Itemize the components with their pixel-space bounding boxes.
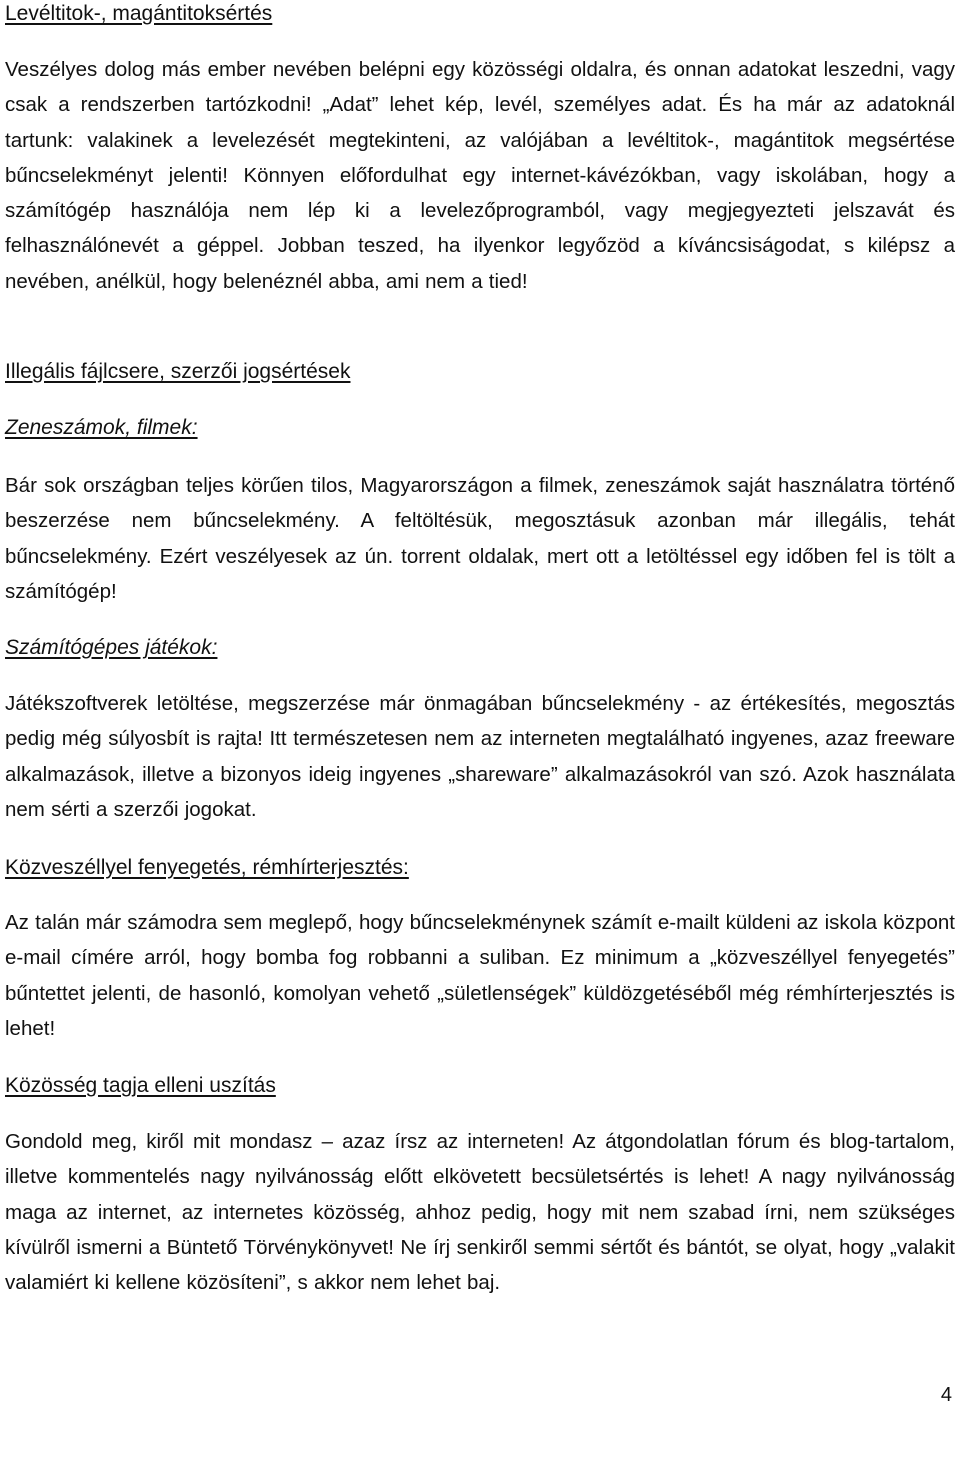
subheading-music-films: Zeneszámok, filmek: [5, 416, 198, 439]
subheading-computer-games: Számítógépes játékok: [5, 636, 218, 659]
paragraph-incitement: Gondold meg, kiről mit mondasz – azaz írsz az interneten! Az átgondolatlan fórum és blog-tartalom, illetve kommentelés nagy nyilvánosság előtt elkövetett becsületsértés is lehet! A nagy nyilvánosság maga az internet, az internetes közösség, ahhoz pedig, hogy mit nem szabad írni, nem szükséges kívülről ismerni a Büntető Törvénykönyvet! Ne írj senkiről semmi sértőt és bántót, se olyat, hogy „valakit valamiért ki kellene közösíteni”, s akkor nem lehet baj. [5, 1130, 955, 1295]
page-number: 4 [940, 1384, 952, 1406]
section-heading-incitement: Közösség tagja elleni uszítás [5, 1074, 276, 1097]
section-heading-public-threat: Közveszéllyel fenyegetés, rémhírterjesztés: [5, 856, 409, 879]
paragraph-public-threat: Az talán már számodra sem meglepő, hogy bűncselekménynek számít e-mailt küldeni az iskola központ e-mail címére arról, hogy bomba fog robbanni a suliban. Ez minimum a „közveszéllyel fenyegetés” bűntettet jelenti, de hasonló, komolyan vehető „sületlenségek” küldözgetéséből még rémhírterjesztés is lehet! [5, 911, 955, 1040]
paragraph-music-films: Bár sok országban teljes körűen tilos, Magyarországon a filmek, zeneszámok saját használatra történő beszerzése nem bűncselekmény. A feltöltésük, megosztásuk azonban már illegális, tehát bűncselekmény. Ezért veszélyesek az ún. torrent oldalak, mert ott a letöltéssel egy időben fel is tölt a számítógép! [5, 474, 955, 603]
paragraph-computer-games: Játékszoftverek letöltése, megszerzése már önmagában bűncselekmény - az értékesítés, megosztás pedig még súlyosbít is rajta! Itt természetesen nem az interneten megtalálható ingyenes, azaz freeware alkalmazások, illetve a bizonyos ideig ingyenes „shareware” alkalmazásokról van szó. Azok használata nem sérti a szerzői jogokat. [5, 692, 955, 821]
section-paragraph-privacy: Veszélyes dolog más ember nevében belépni egy közösségi oldalra, és onnan adatokat leszedni, vagy csak a rendszerben tartózkodni! „Adat” lehet kép, levél, személyes adat. És ha már az adatoknál tartunk: valakinek a levelezését megtekinteni, az valójában a levéltitok-, magántitok megsértése bűncselekményt jelenti! Könnyen előfordulhat egy internet-kávézókban, vagy iskolában, hogy a számítógép használója nem lép ki a levelezőprogramból, vagy megjegyezteti jelszavát és felhasználónevét a géppel. Jobban teszed, ha ilyenkor legyőzöd a kíváncsiságodat, s kilépsz a nevében, anélkül, hogy belenéznél abba, ami nem a tied! [5, 58, 955, 293]
section-heading-filesharing: Illegális fájlcsere, szerzői jogsértések [5, 360, 351, 383]
section-heading-privacy: Levéltitok-, magántitoksértés [5, 2, 273, 25]
